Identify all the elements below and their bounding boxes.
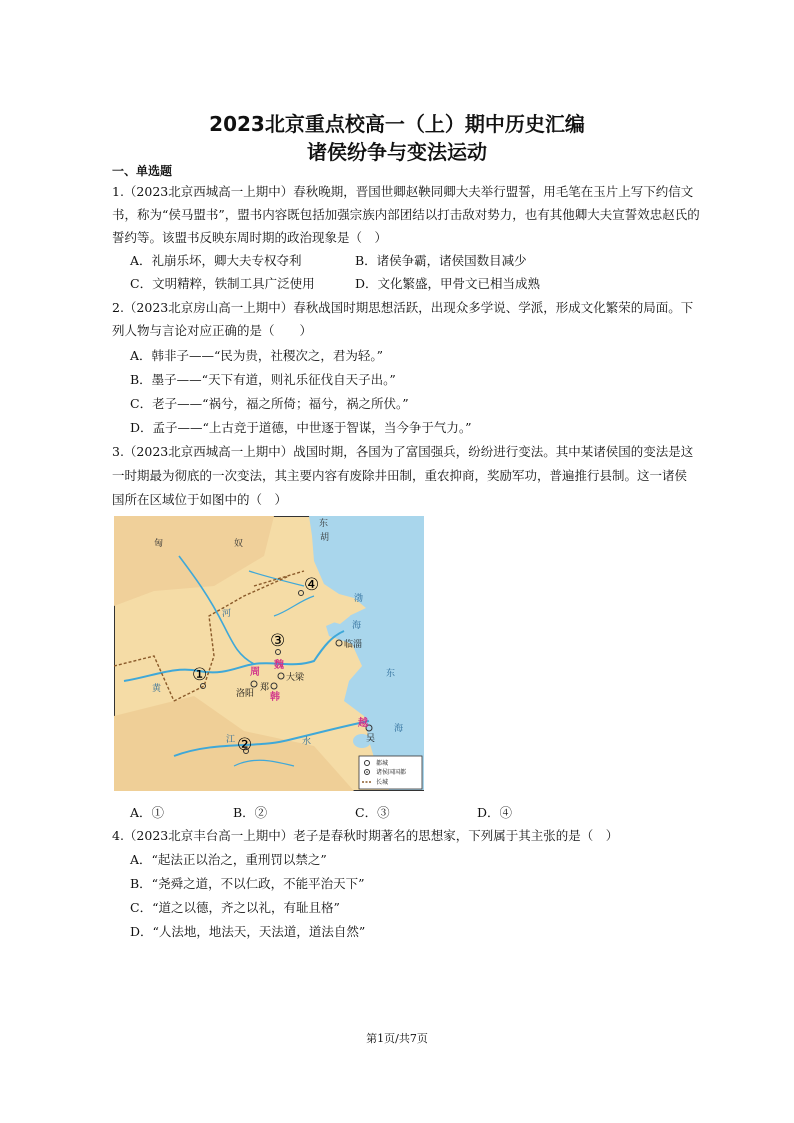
question-4-option-b[interactable]: B．“尧舜之道，不以仁政，不能平治天下” <box>130 876 365 891</box>
page-footer: 第1页/共7页 <box>366 1032 428 1045</box>
question-2-option-d[interactable]: D．孟子——“上古竞于道德，中世逐于智谋，当今争于气力。” <box>130 420 472 435</box>
map-marker-1: ① <box>192 665 208 685</box>
warring-states-map <box>114 516 424 791</box>
question-1-line-1: 1.（2023北京西城高一上期中）春秋晚期，晋国世卿赵鞅同卿大夫举行盟誓，用毛笔在玉片上写下约信文 <box>112 184 694 199</box>
map-state-han: 韩 <box>270 692 280 703</box>
map-city-luoyang: 洛阳 <box>236 689 255 699</box>
map-label-nu: 奴 <box>234 539 244 549</box>
question-1-option-d[interactable]: D．文化繁盛，甲骨文已相当成熟 <box>355 276 541 291</box>
map-label-dong-sea: 东 <box>386 669 396 679</box>
question-1-line-2: 书，称为“侯马盟书”，盟书内容既包括加强宗族内部团结以打击敌对势力，也有其他卿大夫宣誓效忠赵氏的 <box>112 207 700 222</box>
map-city-zheng: 郑 <box>260 683 270 693</box>
map-city-daliang: 大梁 <box>286 673 305 683</box>
question-2-line-1: 2.（2023北京房山高一上期中）春秋战国时期思想活跃，出现众多学说、学派，形成文化繁荣的局面。下 <box>112 300 694 315</box>
map-label-he: 河 <box>222 609 232 619</box>
map-label-hai-2: 海 <box>394 724 404 734</box>
map-label-hai: 海 <box>352 621 362 631</box>
question-2-line-2: 列人物与言论对应正确的是（ ） <box>112 323 313 338</box>
map-city-linzi: 临淄 <box>344 640 363 650</box>
question-3-option-d[interactable]: D．④ <box>477 805 513 820</box>
map-state-wei: 魏 <box>274 660 284 671</box>
question-3-option-c[interactable]: C．③ <box>355 805 390 820</box>
question-4-option-c[interactable]: C．“道之以德，齐之以礼，有耻且格” <box>130 900 340 915</box>
question-3-line-1: 3.（2023北京西城高一上期中）战国时期，各国为了富国强兵，纷纷进行变法。其中某诸侯国的变法是这 <box>112 444 694 459</box>
question-3-option-a[interactable]: A．① <box>130 805 165 820</box>
page-title: 2023北京重点校高一（上）期中历史汇编 <box>209 112 585 136</box>
map-marker-4: ④ <box>304 575 320 595</box>
map-legend-capital: 都城 <box>376 760 389 767</box>
question-4-option-d[interactable]: D．“人法地，地法天，天法道，道法自然” <box>130 924 366 939</box>
question-3-line-3: 国所在区域位于如图中的（ ） <box>112 492 288 507</box>
question-1-option-b[interactable]: B．诸侯争霸，诸侯国数目减少 <box>355 253 527 268</box>
question-1-line-3: 誓约等。该盟书反映东周时期的政治现象是（ ） <box>112 230 388 245</box>
question-1-option-a[interactable]: A．礼崩乐坏，卿大夫专权夺利 <box>130 253 302 268</box>
map-city-wu: 吴 <box>366 734 376 744</box>
map-marker-3: ③ <box>270 631 286 651</box>
map-label-xiong: 匈 <box>154 539 164 549</box>
map-label-jiang: 江 <box>226 735 236 745</box>
map-label-shui: 水 <box>302 737 312 747</box>
section-heading: 一、单选题 <box>112 164 173 178</box>
map-legend-great-wall: 长城 <box>376 779 389 786</box>
map-label-dong: 东 <box>319 519 329 529</box>
map-marker-2: ② <box>237 735 253 755</box>
map-label-huang: 黄 <box>152 684 162 694</box>
question-2-option-c[interactable]: C．老子——“祸兮，福之所倚；福兮，祸之所伏。” <box>130 396 409 411</box>
question-2-option-a[interactable]: A．韩非子——“民为贵，社稷次之，君为轻。” <box>130 348 384 363</box>
map-label-bo: 渤 <box>354 594 364 604</box>
page-subtitle: 诸侯纷争与变法运动 <box>307 140 487 164</box>
map-state-zhou: 周 <box>250 667 260 678</box>
question-3-option-b[interactable]: B．② <box>233 805 268 820</box>
map-state-yue: 越 <box>358 718 368 729</box>
question-4-line-1: 4.（2023北京丰台高一上期中）老子是春秋时期著名的思想家，下列属于其主张的是（ ） <box>112 828 619 843</box>
question-4-option-a[interactable]: A．“起法正以治之，重刑罚以禁之” <box>130 852 327 867</box>
question-2-option-b[interactable]: B．墨子——“天下有道，则礼乐征伐自天子出。” <box>130 372 396 387</box>
map-label-hu: 胡 <box>320 533 330 543</box>
question-1-option-c[interactable]: C．文明精粹，铁制工具广泛使用 <box>130 276 315 291</box>
question-3-line-2: 一时期最为彻底的一次变法，其主要内容有废除井田制，重农抑商，奖励军功，普遍推行县制。这一诸侯 <box>112 468 688 483</box>
map-legend-state-capital: 诸侯国国都 <box>376 769 407 776</box>
